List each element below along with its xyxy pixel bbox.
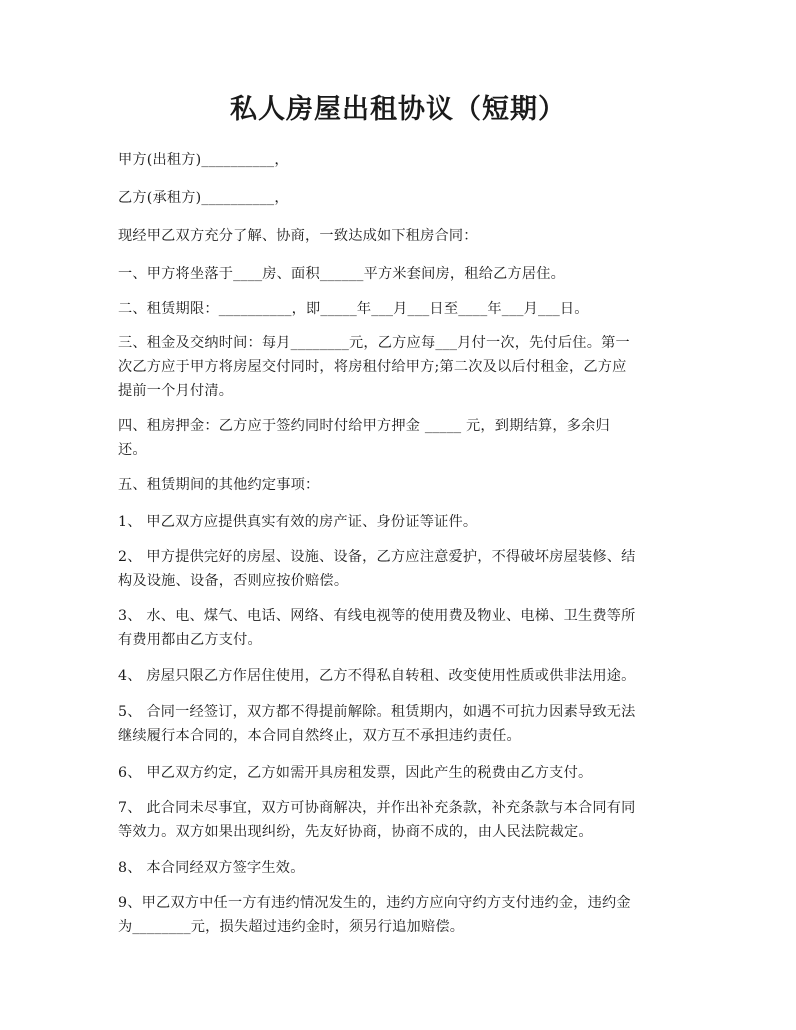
item-7-line-2: 等效力。双方如果出现纠纷，先友好协商，协商不成的，由人民法院裁定。 xyxy=(118,824,593,840)
clause-4-line-1: 四、租房押金：乙方应于签约同时付给甲方押金 _____ 元，到期结算，多余归 xyxy=(118,418,610,434)
item-2-line-1: 2、 甲方提供完好的房屋、设施、设备，乙方应注意爱护，不得破坏房屋装修、结 xyxy=(118,549,636,565)
item-3-line-1: 3、 水、电、煤气、电话、网络、有线电视等的使用费及物业、电梯、卫生费等所 xyxy=(118,608,636,624)
item-5-line-1: 5、 合同一经签订，双方都不得提前解除。租赁期内，如遇不可抗力因素导致无法 xyxy=(118,704,636,720)
item-2-line-2: 构及设施、设备，否则应按价赔偿。 xyxy=(118,573,349,589)
item-6: 6、 甲乙双方约定，乙方如需开具房租发票，因此产生的税费由乙方支付。 xyxy=(118,765,593,781)
clause-4-line-2: 还。 xyxy=(118,442,147,458)
party-a-line: 甲方(出租方)__________， xyxy=(118,152,289,168)
item-9-line-2: 为________元，损失超过违约金时，须另行追加赔偿。 xyxy=(118,919,465,935)
clause-1: 一、甲方将坐落于____房、面积______平方米套间房，租给乙方居住。 xyxy=(118,266,566,282)
clause-3-line-3: 提前一个月付清。 xyxy=(118,383,234,399)
intro-line: 现经甲乙双方充分了解、协商，一致达成如下租房合同： xyxy=(118,228,478,244)
item-5-line-2: 继续履行本合同的，本合同自然终止，双方互不承担违约责任。 xyxy=(118,728,521,744)
item-4: 4、 房屋只限乙方作居住使用，乙方不得私自转租、改变使用性质或供非法用途。 xyxy=(118,668,636,684)
party-b-line: 乙方(承租方)__________， xyxy=(118,190,289,206)
item-3-line-2: 有费用都由乙方支付。 xyxy=(118,632,262,648)
clause-5-heading: 五、租赁期间的其他约定事项： xyxy=(118,477,320,493)
clause-3-line-2: 次乙方应于甲方将房屋交付同时，将房租付给甲方;第二次及以后付租金，乙方应 xyxy=(118,359,627,375)
clause-2: 二、租赁期限：__________，即_____年___月___日至____年___月___日。 xyxy=(118,301,589,317)
item-7-line-1: 7、 此合同未尽事宜，双方可协商解决，并作出补充条款，补充条款与本合同有同 xyxy=(118,800,636,816)
clause-3-line-1: 三、租金及交纳时间：每月________元，乙方应每___月付一次，先付后住。第一 xyxy=(118,335,630,351)
document-title: 私人房屋出租协议（短期） xyxy=(230,94,566,125)
item-1: 1、 甲乙双方应提供真实有效的房产证、身份证等证件。 xyxy=(118,514,478,530)
item-8: 8、 本合同经双方签字生效。 xyxy=(118,860,305,876)
item-9-line-1: 9、甲乙双方中任一方有违约情况发生的，违约方应向守约方支付违约金，违约金 xyxy=(118,895,631,911)
